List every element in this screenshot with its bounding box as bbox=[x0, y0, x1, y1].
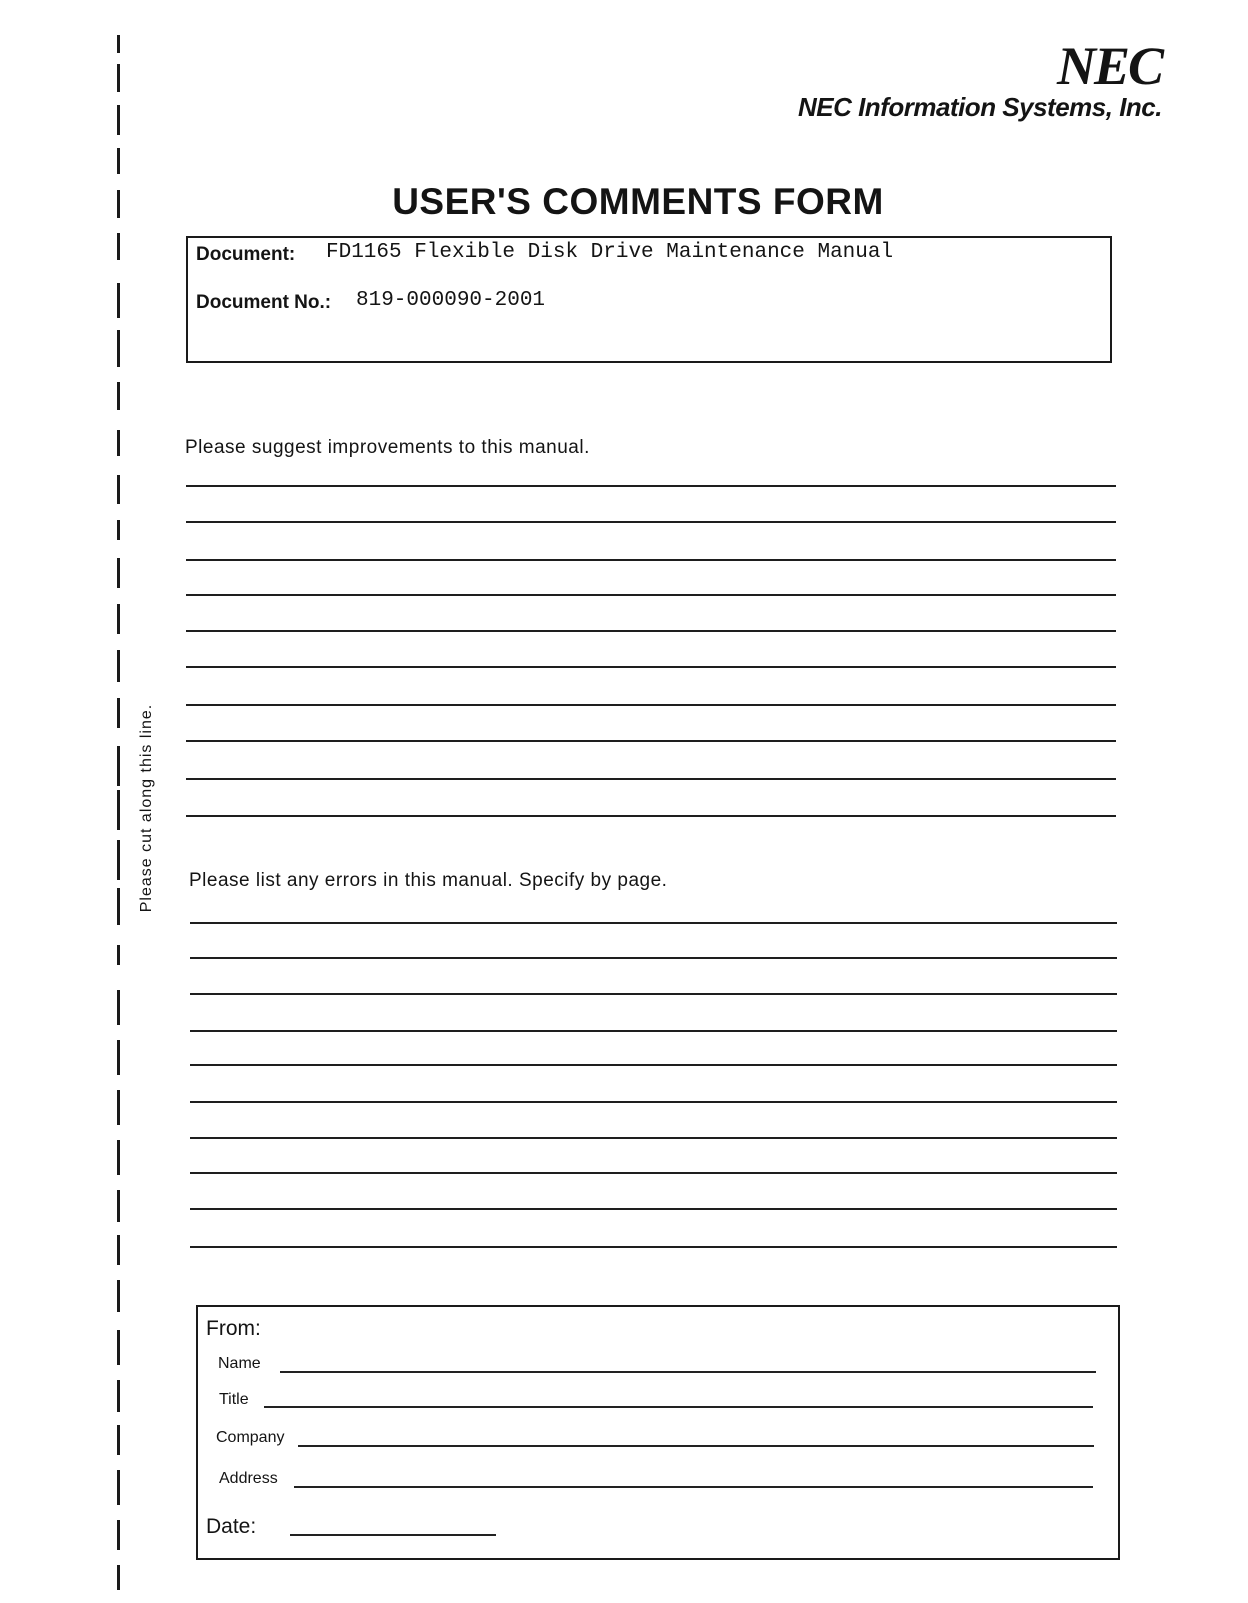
cut-line-segment bbox=[117, 1235, 120, 1265]
cut-line-segment bbox=[117, 64, 120, 92]
cut-line-segment bbox=[117, 1565, 120, 1590]
document-number-label: Document No.: bbox=[196, 292, 332, 313]
title-field[interactable] bbox=[264, 1406, 1093, 1408]
date-field[interactable] bbox=[290, 1534, 496, 1536]
improvements-line[interactable] bbox=[186, 666, 1116, 668]
from-box bbox=[196, 1305, 1120, 1560]
from-label: From: bbox=[206, 1317, 261, 1340]
improvements-prompt: Please suggest improvements to this manual. bbox=[185, 437, 590, 458]
errors-line[interactable] bbox=[190, 1030, 1117, 1032]
form-title: USER'S COMMENTS FORM bbox=[392, 181, 884, 222]
errors-line[interactable] bbox=[190, 1137, 1117, 1139]
document-number-field[interactable]: 819-000090-2001 bbox=[356, 289, 546, 312]
cut-line-segment bbox=[117, 1040, 120, 1075]
cut-line-segment bbox=[117, 746, 120, 786]
cut-line-segment bbox=[117, 105, 120, 135]
company-label: Company bbox=[216, 1429, 285, 1446]
cut-line-segment bbox=[117, 35, 120, 53]
cut-line-segment bbox=[117, 430, 120, 456]
cut-line-segment bbox=[117, 558, 120, 588]
improvements-line[interactable] bbox=[186, 740, 1116, 742]
date-label: Date: bbox=[206, 1515, 257, 1538]
cut-line-segment bbox=[117, 233, 120, 260]
cut-line-segment bbox=[117, 698, 120, 728]
improvements-line[interactable] bbox=[186, 778, 1116, 780]
document-label: Document: bbox=[196, 244, 296, 265]
improvements-line[interactable] bbox=[186, 521, 1116, 523]
errors-line[interactable] bbox=[190, 1246, 1117, 1248]
title-label: Title bbox=[219, 1391, 249, 1408]
improvements-line[interactable] bbox=[186, 815, 1116, 817]
cut-line-segment bbox=[117, 945, 120, 965]
document-title-field[interactable]: FD1165 Flexible Disk Drive Maintenance Manual bbox=[326, 241, 894, 264]
cut-line-segment bbox=[117, 990, 120, 1025]
cut-line-segment bbox=[117, 888, 120, 925]
cut-line-segment bbox=[117, 1330, 120, 1365]
cut-line-segment bbox=[117, 475, 120, 504]
cut-line-segment bbox=[117, 604, 120, 634]
cut-line-segment bbox=[117, 1520, 120, 1550]
cut-line-segment bbox=[117, 1140, 120, 1175]
address-field[interactable] bbox=[294, 1486, 1093, 1488]
cut-line-segment bbox=[117, 1280, 120, 1312]
errors-line[interactable] bbox=[190, 1064, 1117, 1066]
improvements-line[interactable] bbox=[186, 630, 1116, 632]
errors-line[interactable] bbox=[190, 1172, 1117, 1174]
errors-line[interactable] bbox=[190, 993, 1117, 995]
address-label: Address bbox=[219, 1470, 278, 1487]
errors-line[interactable] bbox=[190, 1208, 1117, 1210]
nec-logo: NEC bbox=[1056, 36, 1162, 96]
cut-line-segment bbox=[117, 1190, 120, 1222]
cut-line-segment bbox=[117, 1090, 120, 1125]
cut-line-segment bbox=[117, 840, 120, 880]
cut-line-segment bbox=[117, 330, 120, 367]
cut-line-segment bbox=[117, 1425, 120, 1455]
name-field[interactable] bbox=[280, 1371, 1096, 1373]
name-label: Name bbox=[218, 1355, 261, 1372]
cut-line-segment bbox=[117, 1380, 120, 1412]
cut-line-segment bbox=[117, 283, 120, 318]
errors-line[interactable] bbox=[190, 1101, 1117, 1103]
company-field[interactable] bbox=[298, 1445, 1094, 1447]
cut-line-segment bbox=[117, 650, 120, 682]
improvements-line[interactable] bbox=[186, 559, 1116, 561]
errors-prompt: Please list any errors in this manual. Specify by page. bbox=[189, 870, 668, 891]
cut-line-segment bbox=[117, 382, 120, 410]
cut-line-segment bbox=[117, 520, 120, 540]
company-name: NEC Information Systems, Inc. bbox=[797, 92, 1162, 122]
document-info-box bbox=[186, 236, 1112, 363]
errors-line[interactable] bbox=[190, 957, 1117, 959]
improvements-line[interactable] bbox=[186, 485, 1116, 487]
errors-line[interactable] bbox=[190, 922, 1117, 924]
cut-line-label: Please cut along this line. bbox=[138, 703, 155, 913]
cut-line-segment bbox=[117, 790, 120, 830]
cut-line-segment bbox=[117, 1470, 120, 1505]
cut-line-segment bbox=[117, 148, 120, 174]
improvements-line[interactable] bbox=[186, 704, 1116, 706]
improvements-line[interactable] bbox=[186, 594, 1116, 596]
